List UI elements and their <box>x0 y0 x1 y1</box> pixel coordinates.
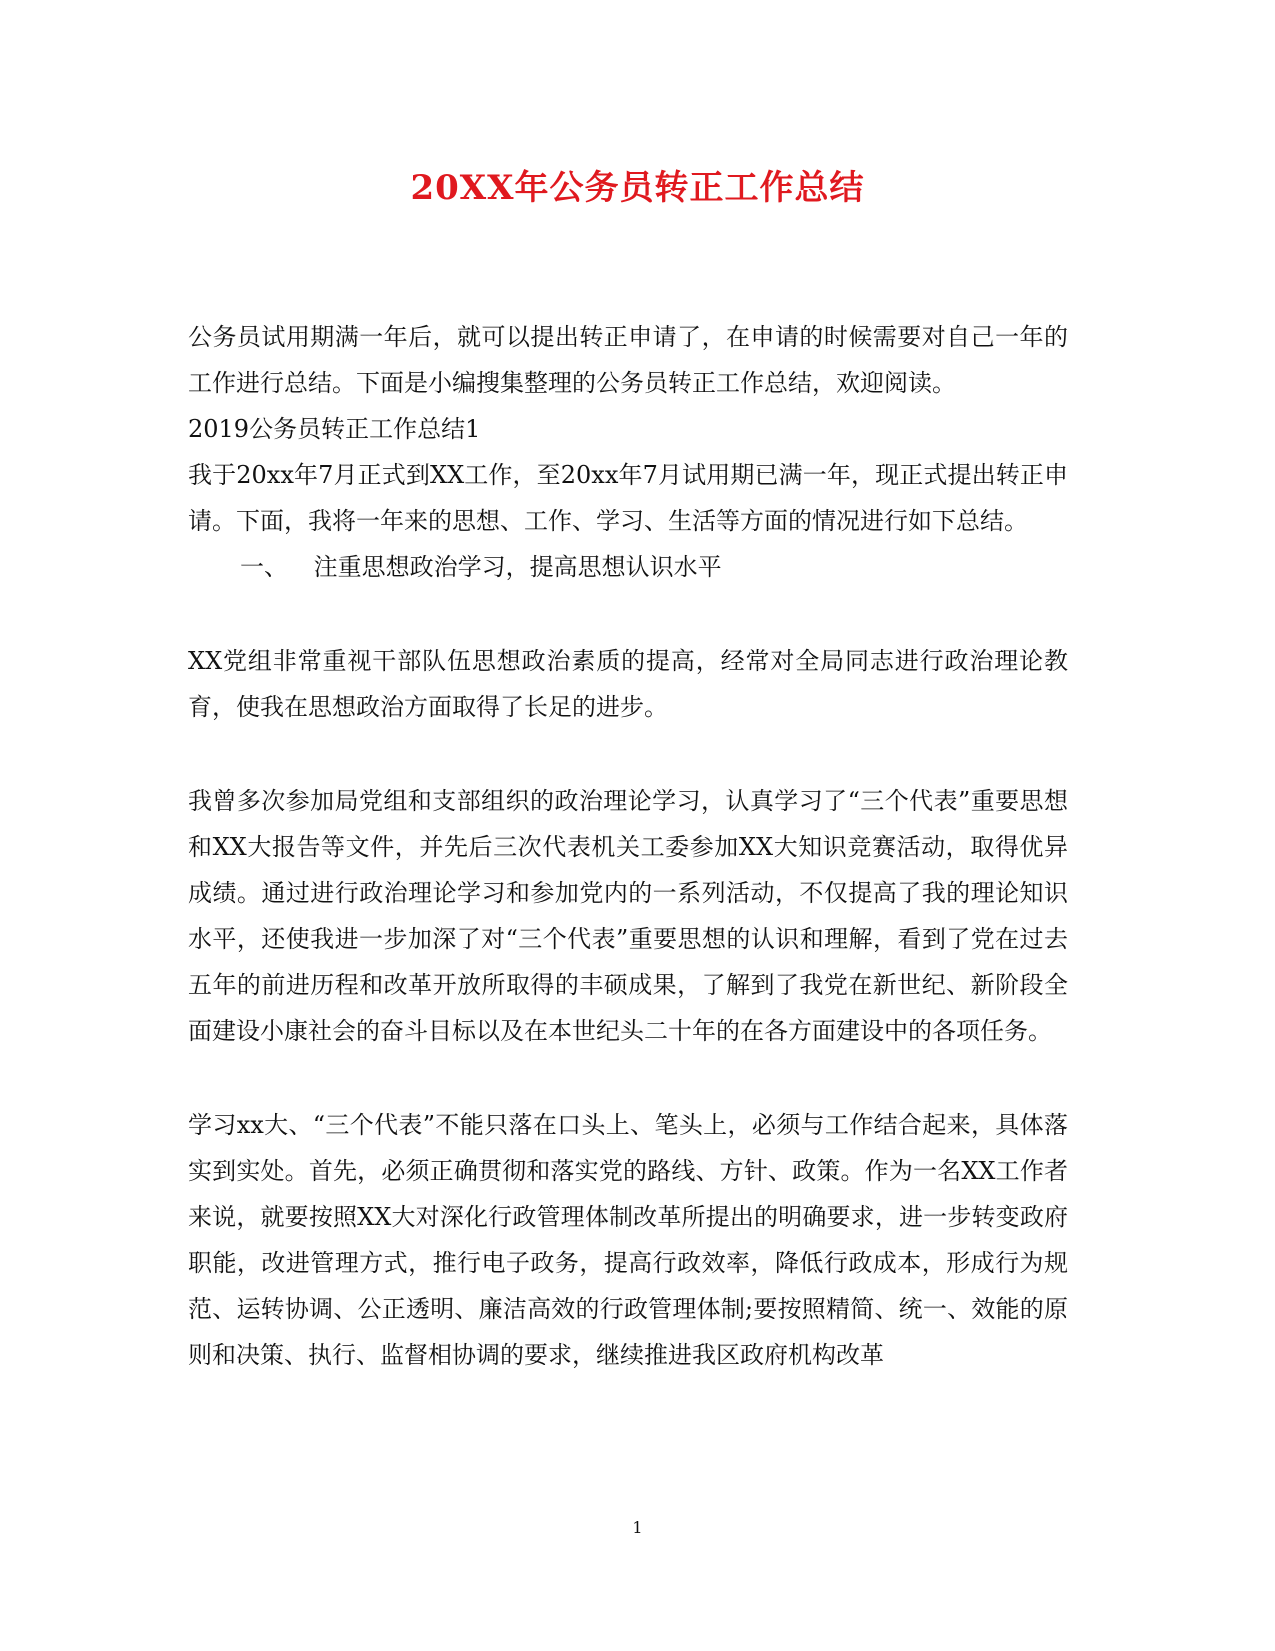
document-title: 20XX年公务员转正工作总结 <box>410 168 865 208</box>
intro-paragraph: 公务员试用期满一年后，就可以提出转正申请了，在申请的时候需要对自己一年的工作进行总结。下面是小编搜集整理的公务员转正工作总结，欢迎阅读。 <box>188 323 1068 397</box>
document-body <box>188 314 1068 1378</box>
section-heading: 2019公务员转正工作总结1 <box>188 415 481 443</box>
paragraph-gap <box>188 590 1068 638</box>
subheading: 一、 注重思想政治学习，提高思想认识水平 <box>240 553 722 581</box>
body-paragraph: 我曾多次参加局党组和支部组织的政治理论学习，认真学习了“三个代表”重要思想和XX大报告等文件，并先后三次代表机关工委参加XX大知识竞赛活动，取得优异成绩。通过进行政治理论学习和参加党内的一系列活动，不仅提高了我的理论知识水平，还使我进一步加深了对“三个代表”重要思想的认识和理解，看到了党在过去五年的前进历程和改革开放所取得的丰硕成果，了解到了我党在新世纪、新阶段全面建设小康社会的奋斗目标以及在本世纪头二十年的在各方面建设中的各项任务。 <box>188 787 1068 1045</box>
paragraph-gap <box>188 730 1068 778</box>
page-number: 1 <box>632 1518 643 1537</box>
body-paragraph: XX党组非常重视干部队伍思想政治素质的提高，经常对全局同志进行政治理论教育，使我在思想政治方面取得了长足的进步。 <box>188 647 1068 721</box>
body-paragraph: 我于20xx年7月正式到XX工作，至20xx年7月试用期已满一年，现正式提出转正申请。下面，我将一年来的思想、工作、学习、生活等方面的情况进行如下总结。 <box>188 461 1068 535</box>
body-paragraph: 学习xx大、“三个代表”不能只落在口头上、笔头上，必须与工作结合起来，具体落实到实处。首先，必须正确贯彻和落实党的路线、方针、政策。作为一名XX工作者来说，就要按照XX大对深化行政管理体制改革所提出的明确要求，进一步转变政府职能，改进管理方式，推行电子政务，提高行政效率，降低行政成本，形成行为规范、运转协调、公正透明、廉洁高效的行政管理体制;要按照精简、统一、效能的原则和决策、执行、监督相协调的要求，继续推进我区政府机构改革 <box>188 1111 1068 1369</box>
paragraph-gap <box>188 1054 1068 1102</box>
